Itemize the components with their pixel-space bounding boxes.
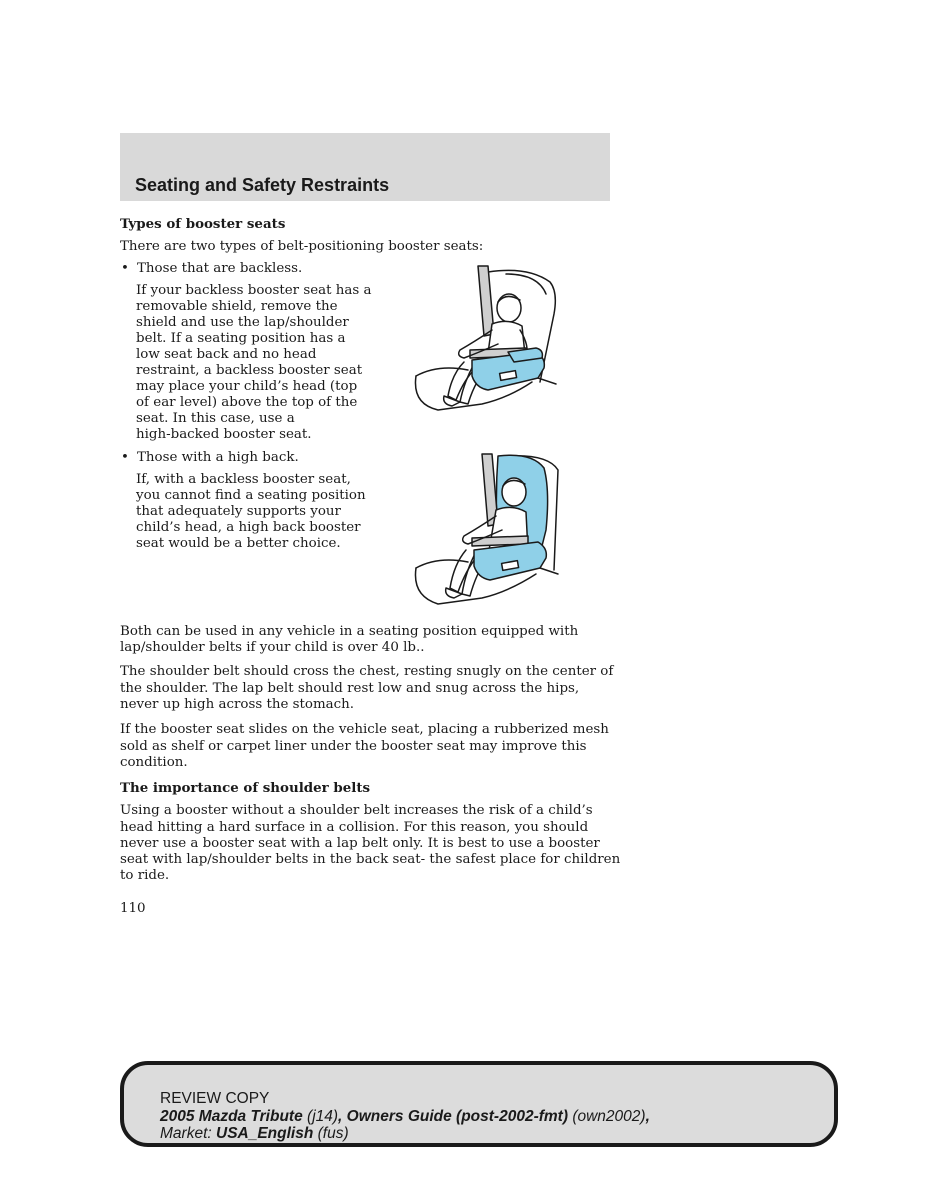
trailing-comma: , [645, 1108, 650, 1125]
body-line: seat with lap/shoulder belts in the back seat- the safest place for children [120, 852, 621, 867]
item2-label: Those with a high back. [137, 450, 299, 465]
body-line: head hitting a hard surface in a collision. For this reason, you should [120, 820, 589, 835]
model-code: (j14) [307, 1108, 339, 1125]
footer-model-line [160, 1108, 650, 1125]
separator: , [338, 1108, 347, 1125]
item1-line: removable shield, remove the [136, 299, 338, 314]
body-line: never use a booster seat with a lap belt only. It is best to use a booster [120, 836, 600, 851]
shoulder-belts-heading: The importance of shoulder belts [120, 780, 371, 796]
section-header-band [120, 133, 610, 201]
market-code: (fus) [317, 1125, 349, 1142]
item1-line: If your backless booster seat has a [136, 283, 372, 298]
guide-code: (own2002) [572, 1108, 646, 1125]
item2-line: that adequately supports your [136, 504, 341, 519]
body-line: condition. [120, 755, 188, 770]
body-line: to ride. [120, 868, 170, 883]
bullet-2: • [121, 450, 129, 465]
body-line: the shoulder. The lap belt should rest low and snug across the hips, [120, 681, 580, 696]
review-copy-footer [120, 1061, 838, 1147]
body-line: lap/shoulder belts if your child is over 40 lb.. [120, 640, 425, 655]
types-heading: Types of booster seats [120, 216, 286, 232]
bullet-1: • [121, 261, 129, 276]
item1-line: restraint, a backless booster seat [136, 363, 363, 378]
review-copy-label: REVIEW COPY [160, 1090, 270, 1107]
market-value: USA_English [216, 1125, 314, 1142]
item1-line: may place your child’s head (top [136, 379, 358, 394]
body-line: If the booster seat slides on the vehicle seat, placing a rubberized mesh [120, 722, 609, 737]
model-name: 2005 Mazda Tribute [160, 1108, 303, 1125]
item1-line: of ear level) above the top of the [136, 395, 358, 410]
item1-line: belt. If a seating position has a [136, 331, 346, 346]
item1-line: seat. In this case, use a [136, 411, 295, 426]
backless-booster-illustration [408, 264, 568, 414]
types-intro: There are two types of belt-positioning booster seats: [120, 239, 484, 254]
section-title: Seating and Safety Restraints [135, 175, 390, 195]
guide-name: Owners Guide (post-2002-fmt) [346, 1108, 569, 1125]
footer-market-line [160, 1125, 349, 1142]
item2-line: child’s head, a high back booster [136, 520, 361, 535]
market-label: Market: [160, 1125, 212, 1142]
item2-line: seat would be a better choice. [136, 536, 341, 551]
body-line: Both can be used in any vehicle in a seating position equipped with [120, 624, 579, 639]
item1-line: shield and use the lap/shoulder [136, 315, 349, 330]
high-back-booster-illustration [408, 450, 568, 608]
item2-line: If, with a backless booster seat, [136, 472, 351, 487]
item1-line: high-backed booster seat. [136, 427, 312, 442]
page-number: 110 [120, 901, 146, 916]
body-line: never up high across the stomach. [120, 697, 355, 712]
item1-label: Those that are backless. [137, 261, 303, 276]
item2-line: you cannot find a seating position [136, 488, 366, 503]
body-line: Using a booster without a shoulder belt increases the risk of a child’s [120, 803, 593, 818]
body-line: sold as shelf or carpet liner under the booster seat may improve this [120, 739, 587, 754]
body-line: The shoulder belt should cross the chest, resting snugly on the center of [120, 664, 614, 679]
item1-line: low seat back and no head [136, 347, 317, 362]
